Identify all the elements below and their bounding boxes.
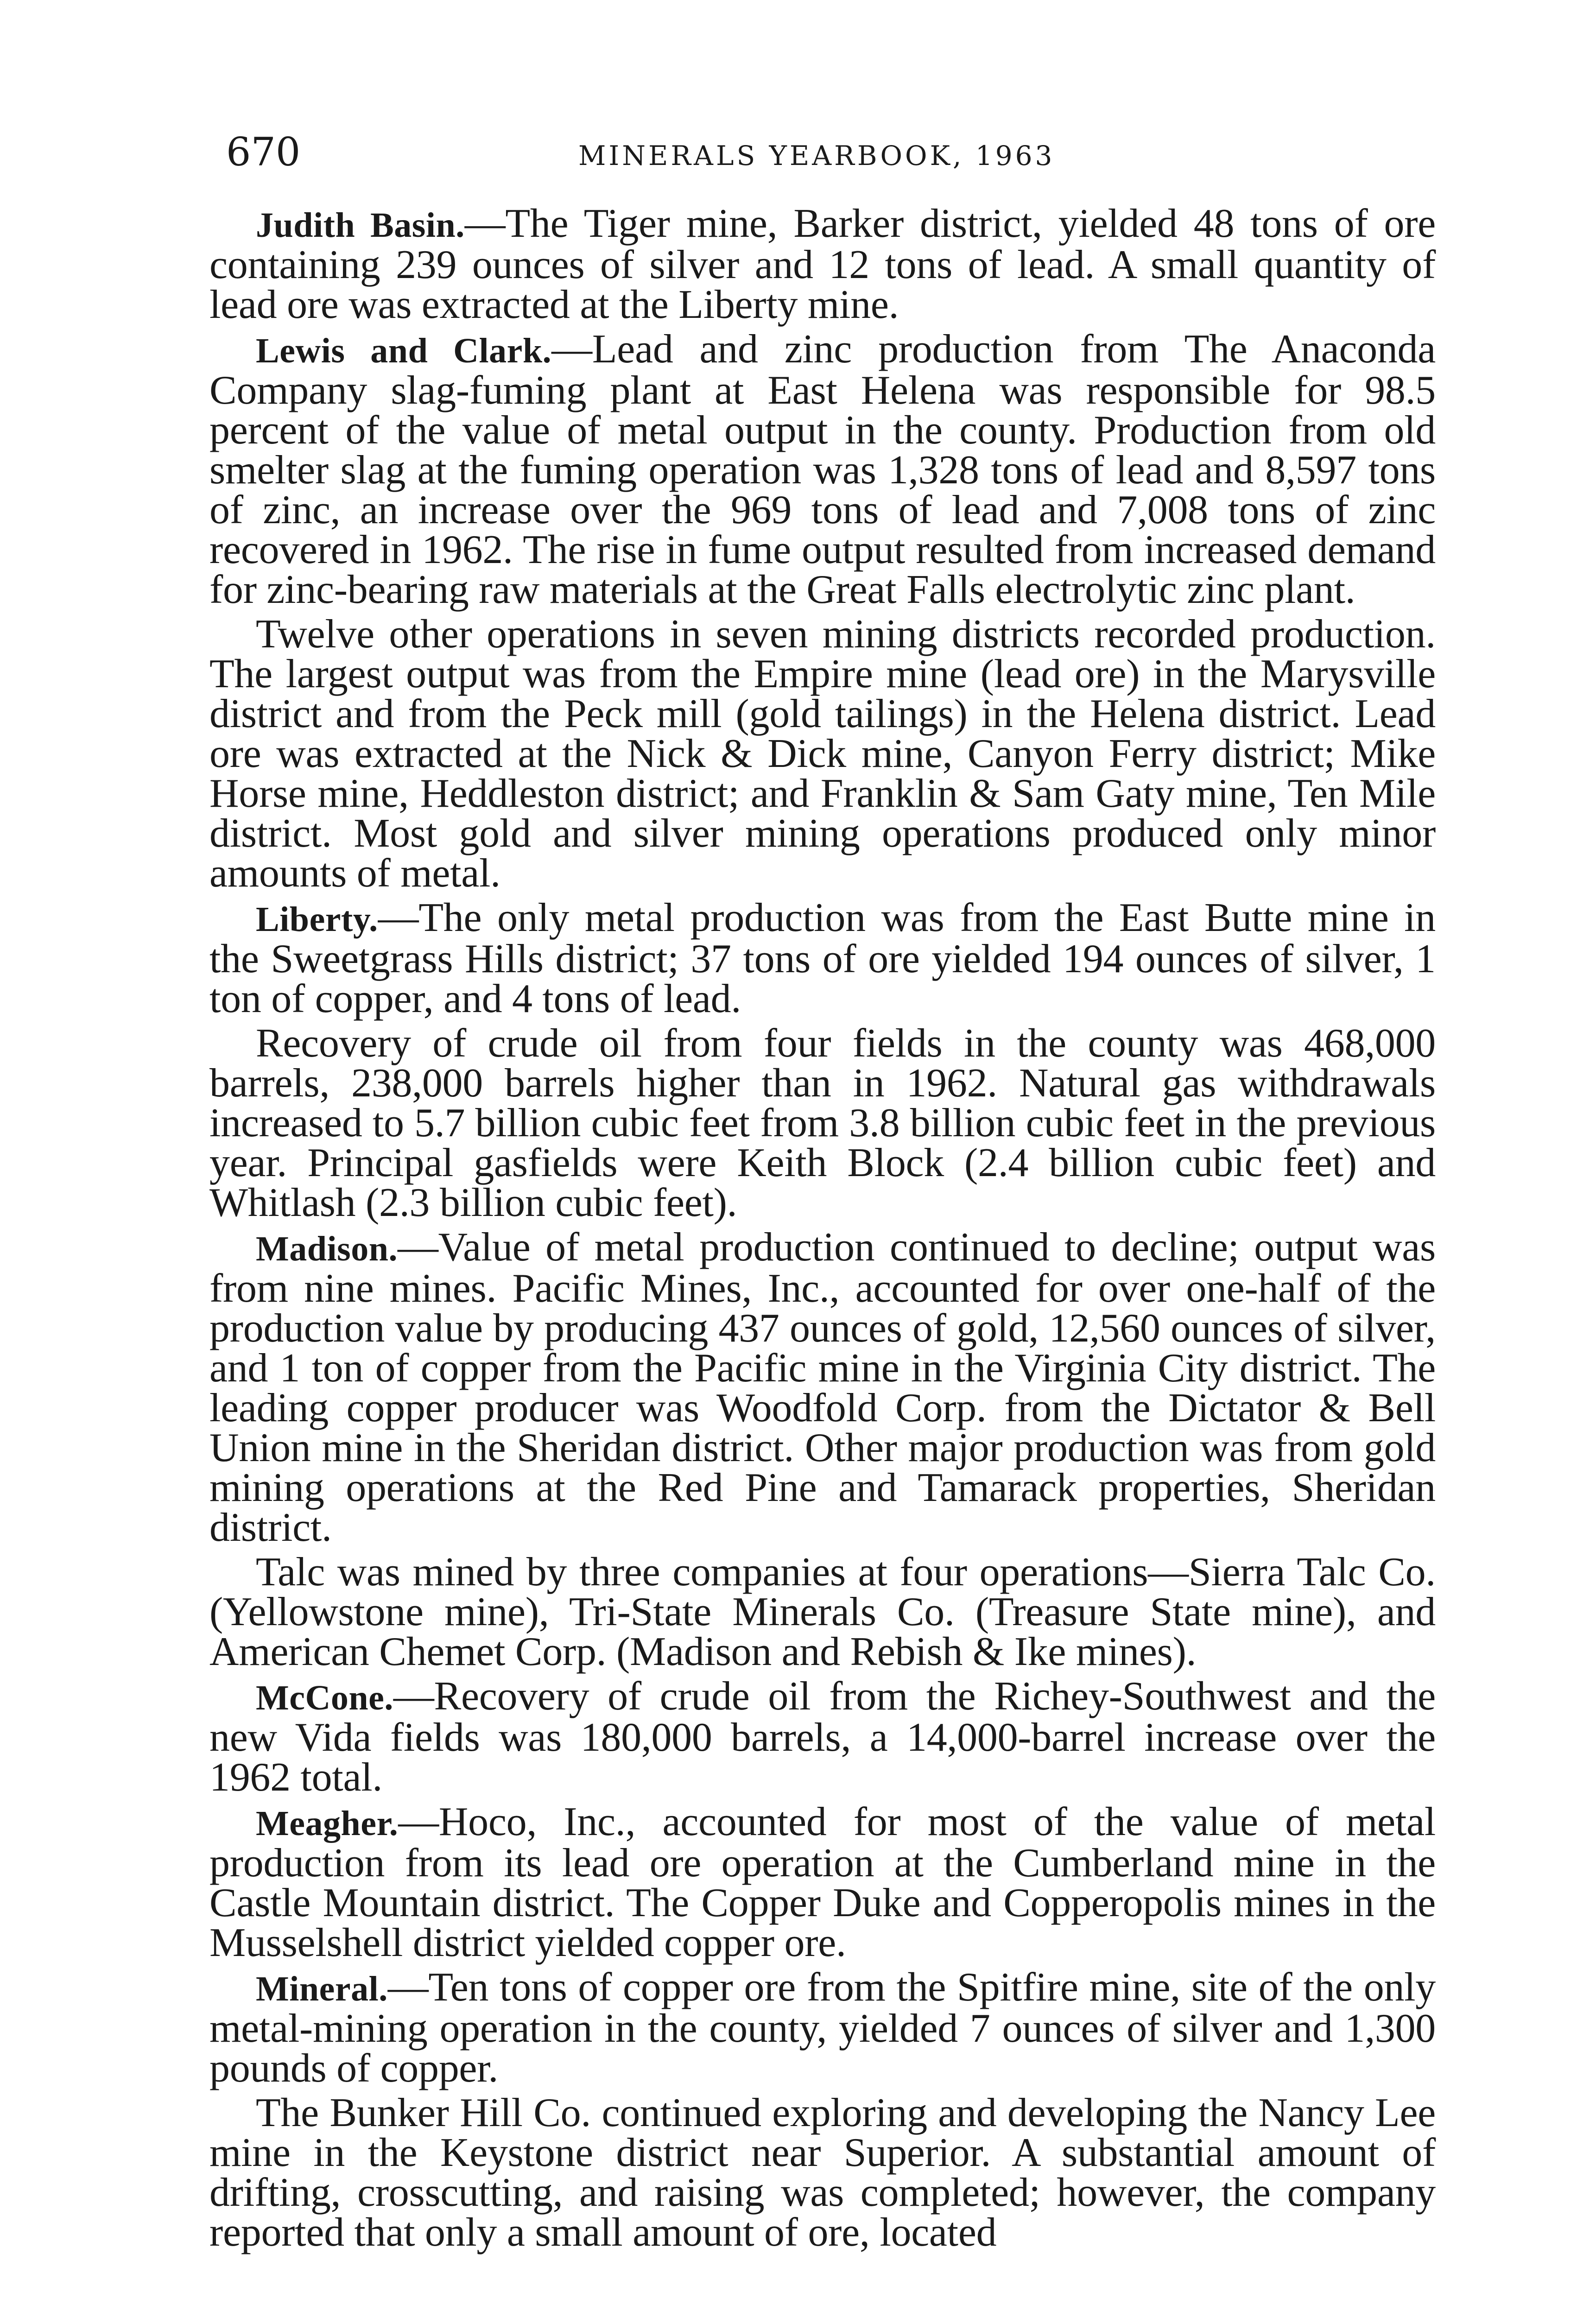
paragraph-text: —Lead and zinc production from The Anaconda Company slag-fuming plant at East Helena was responsible for 98.5 percent of the value of metal output in the county. Production from old smelter slag at the fuming operation was 1,328 tons of lead and 8,597 tons of zinc, an increase over the 969 tons of lead and 7,008 tons of zinc recovered in 1962. The rise in fume output resulted from increased demand for zinc-bearing raw materials at the Great Falls electrolytic zinc plant. (209, 327, 1436, 612)
page-number: 670 (226, 129, 301, 175)
paragraph-text: The Bunker Hill Co. continued exploring and developing the Nancy Lee mine in the Keystone district near Superior. A substantial amount of drifting, crosscutting, and raising was completed; however, the company reported that only a small amount of ore, located (209, 2090, 1436, 2255)
county-heading: McCone. (256, 1678, 393, 1717)
county-heading: Liberty. (256, 900, 378, 939)
paragraph-text: —The Tiger mine, Barker district, yielded 48 tons of ore containing 239 ounces of silver and 12 tons of lead. A small quantity of lead ore was extracted at the Liberty mine. (209, 201, 1436, 327)
paragraph-mineral-bunker-hill (209, 2090, 1436, 2255)
paragraph-lewis-and-clark (209, 329, 1436, 610)
paragraph-text: —Recovery of crude oil from the Richey-Southwest and the new Vida fields was 180,000 barrels, a 14,000-barrel increase over the 1962 total. (209, 1674, 1436, 1800)
county-heading: Meagher. (256, 1804, 399, 1843)
county-heading: Mineral. (256, 1969, 388, 2008)
paragraph-text: —Value of metal production continued to decline; output was from nine mines. Pacific Mines, Inc., accounted for over one-half of the production value by producing 437 ounces of gold, 12,560 ounces of silver, and 1 ton of copper from the Pacific mine in the Virginia City district. The leading copper producer was Woodfold Corp. from the Dictator & Bell Union mine in the Sheridan district. Other major production was from gold mining operations at the Red Pine and Tamarack properties, Sheridan district. (209, 1225, 1436, 1550)
paragraph-text: —Hoco, Inc., accounted for most of the value of metal production from its lead ore operation at the Cumberland mine in the Castle Mountain district. The Copper Duke and Copperopolis mines in the Musselshell district yielded copper ore. (209, 1799, 1436, 1965)
paragraph-mccone (209, 1674, 1436, 1800)
paragraph-text: Recovery of crude oil from four fields in the county was 468,000 barrels, 238,000 barrels higher than in 1962. Natural gas withdrawals increased to 5.7 billion cubic feet from 3.8 billion cubic feet in the previous year. Principal gasfields were Keith Block (2.4 billion cubic feet) and Whitlash (2.3 billion cubic feet). (209, 1021, 1436, 1225)
running-head (226, 124, 1431, 180)
paragraph-madison-talc (209, 1552, 1436, 1672)
paragraph-liberty-oil-gas (209, 1021, 1436, 1225)
paragraph-liberty (209, 895, 1436, 1021)
county-heading: Judith Basin. (256, 206, 465, 245)
paragraph-text: Twelve other operations in seven mining districts recorded production. The largest output was from the Empire mine (lead ore) in the Marysville district and from the Peck mill (gold tailings) in the Helena district. Lead ore was extracted at the Nick & Dick mine, Canyon Ferry district; Mike Horse mine, Heddleston district; and Franklin & Sam Gaty mine, Ten Mile district. Most gold and silver mining operations produced only minor amounts of metal. (209, 612, 1436, 896)
paragraph-text: —The only metal production was from the East Butte mine in the Sweetgrass Hills district; 37 tons of ore yielded 194 ounces of silver, 1 ton of copper, and 4 tons of lead. (209, 895, 1436, 1021)
body-text (209, 201, 1436, 2255)
paragraph-lewis-and-clark-operations (209, 612, 1436, 896)
paragraph-mineral (209, 1965, 1436, 2091)
paragraph-meagher (209, 1799, 1436, 1965)
paragraph-text: —Ten tons of copper ore from the Spitfire mine, site of the only metal-mining operation in the county, yielded 7 ounces of silver and 1,300 pounds of copper. (209, 1965, 1436, 2091)
county-heading: Lewis and Clark. (256, 331, 552, 370)
running-title: MINERALS YEARBOOK, 1963 (578, 140, 1055, 171)
paragraph-madison (209, 1225, 1436, 1550)
paragraph-text: Talc was mined by three companies at four operations—Sierra Talc Co. (Yellowstone mine), Tri-State Minerals Co. (Treasure State mine), and American Chemet Corp. (Madison and Rebish & Ike mines). (209, 1550, 1436, 1674)
county-heading: Madison. (256, 1229, 398, 1268)
paragraph-judith-basin (209, 201, 1436, 327)
